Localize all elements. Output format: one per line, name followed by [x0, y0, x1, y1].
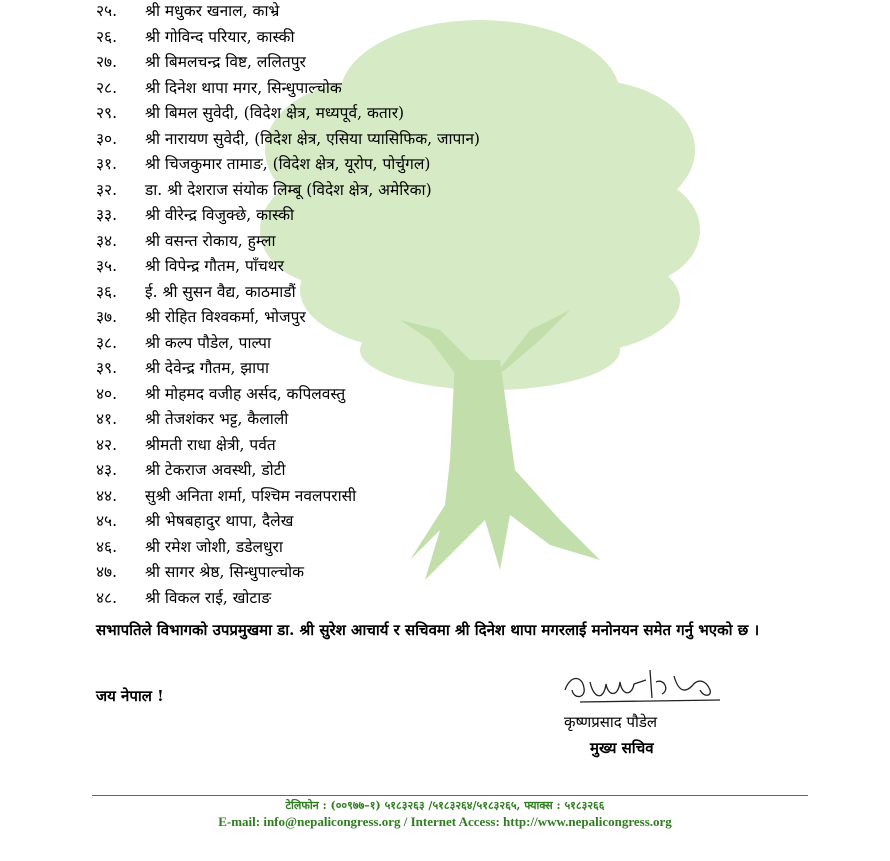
list-item-number: ४२. [96, 435, 118, 454]
list-item-number: ४४. [96, 486, 118, 505]
list-item-name: श्री कल्प पौडेल, पाल्पा [145, 333, 271, 352]
footer-contact: E-mail: info@nepalicongress.org / Internet Access: http://www.nepalicongress.org [218, 814, 672, 829]
list-item-name: डा. श्री देशराज संयोक लिम्बू (विदेश क्षेत्र, अमेरिका) [145, 180, 432, 199]
signatory-title: मुख्य सचिव [590, 739, 654, 757]
handwritten-signature [560, 660, 730, 710]
list-item-number: ४१. [96, 410, 118, 428]
list-item-number: ३४. [96, 231, 118, 250]
list-item-number: ४५. [96, 512, 118, 530]
list-item-name: श्री रमेश जोशी, डडेलधुरा [145, 537, 283, 556]
list-item-number: २५. [96, 2, 118, 20]
list-item-number: ३०. [96, 129, 118, 148]
closing-salutation: जय नेपाल ! [96, 687, 164, 705]
list-item-number: २८. [96, 78, 118, 97]
list-item-number: ४६. [96, 537, 118, 556]
footer-divider [92, 795, 808, 796]
signatory-name: कृष्णप्रसाद पौडेल [564, 713, 658, 731]
list-item-name: श्री तेजशंकर भट्ट, कैलाली [145, 410, 289, 428]
list-item-name: श्री वीरेन्द्र विजुक्छे, कास्की [145, 206, 294, 224]
list-item-number: २९. [96, 104, 118, 122]
list-item-name: श्री रोहित विश्वकर्मा, भोजपुर [145, 308, 306, 326]
list-item-number: ४०. [96, 384, 118, 403]
list-item-number: ३२. [96, 180, 118, 199]
list-item-number: ३८. [96, 333, 118, 352]
list-item-name: श्री मधुकर खनाल, काभ्रे [145, 2, 280, 20]
list-item-number: ३३. [96, 206, 118, 224]
footer-phone: टेलिफोन : (००९७७–१) ५१८३२६३ /५१८३२६४/५१८३२६५, फ्याक्स : ५१८३२६६ [285, 799, 605, 812]
list-item-name: श्री सागर श्रेष्ठ, सिन्धुपाल्चोक [145, 563, 305, 581]
list-item-name: श्री बिमलचन्द्र विष्ट, ललितपुर [145, 53, 306, 71]
list-item-name: श्री विपेन्द्र गौतम, पाँचथर [145, 257, 284, 275]
list-item-name: श्री चिजकुमार तामाङ, (विदेश क्षेत्र, यूरोप, पोर्चुगल) [145, 155, 431, 173]
list-item-number: ४७. [96, 563, 118, 581]
list-item-name: श्री टेकराज अवस्थी, डोटी [145, 461, 286, 479]
list-item-name: ई. श्री सुसन वैद्य, काठमाडौं [145, 282, 296, 301]
list-item-name: श्री देवेन्द्र गौतम, झापा [145, 359, 269, 377]
list-item-name: श्री मोहमद वजीह अर्सद, कपिलवस्तु [145, 384, 346, 403]
list-item-name: श्री विकल राई, खोटाङ [145, 588, 272, 607]
list-item-number: ४३. [96, 461, 118, 479]
list-item-name: श्री भेषबहादुर थापा, दैलेख [145, 512, 294, 530]
list-item-number: ३५. [96, 257, 118, 275]
list-item-name: श्री गोविन्द परियार, कास्की [145, 27, 295, 46]
list-item-name: श्री दिनेश थापा मगर, सिन्धुपाल्चोक [145, 78, 342, 97]
announcement-paragraph: सभापतिले विभागको उपप्रमुखमा डा. श्री सुरेश आचार्य र सचिवमा श्री दिनेश थापा मगरलाई मनोनयन समेत गर्नु भएको छ । [96, 621, 760, 639]
list-item-name: सुश्री अनिता शर्मा, पश्चिम नवलपरासी [145, 486, 357, 505]
list-item-number: २६. [96, 27, 118, 46]
list-item-number: ३९. [96, 359, 118, 377]
list-item-name: श्रीमती राधा क्षेत्री, पर्वत [145, 435, 276, 454]
list-item-name: श्री वसन्त रोकाय, हुम्ला [145, 231, 276, 250]
list-item-number: ३१. [96, 155, 118, 173]
list-item-number: ३७. [96, 308, 118, 326]
list-item-number: ४८. [96, 588, 118, 607]
list-item-number: ३६. [96, 282, 118, 301]
list-item-number: २७. [96, 53, 118, 71]
list-item-name: श्री बिमल सुवेदी, (विदेश क्षेत्र, मध्यपूर्व, कतार) [145, 104, 405, 122]
list-item-name: श्री नारायण सुवेदी, (विदेश क्षेत्र, एसिया प्यासिफिक, जापान) [145, 129, 480, 148]
